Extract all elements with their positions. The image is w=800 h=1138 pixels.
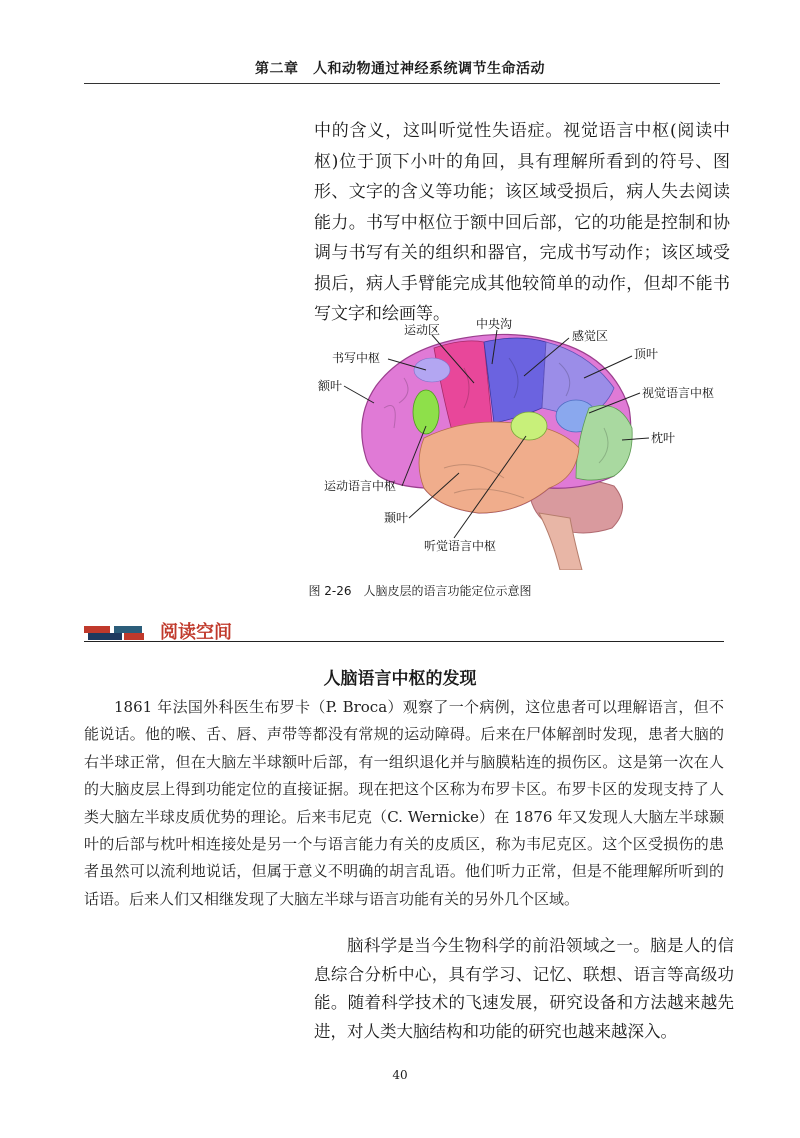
label-central-sulcus: 中央沟 [476, 317, 513, 331]
label-motor-language-center: 运动语言中枢 [324, 479, 397, 493]
brain-figure [314, 308, 734, 570]
reading-paragraph: 1861 年法国外科医生布罗卡（P. Broca）观察了一个病例，这位患者可以理解语言，但不能说话。他的喉、舌、唇、声带等都没有常规的运动障碍。后来在尸体解剖时发现，患者大脑的右半球正常，但在大脑左半球额叶后部，有一组织退化并与脑膜粘连的损伤区。这是第一次在人的大脑皮层上得到功能定位的直接证据。现在把这个区称为布罗卡区。布罗卡区的发现支持了人类大脑左半球皮质优势的理论。后来韦尼克（C. Wernicke）在 1876 年又发现人大脑左半球颞叶的后部与枕叶相连接处是另一个与语言能力有关的皮质区，称为韦尼克区。这个区受损伤的患者虽然可以流利地说话，但属于意义不明确的胡言乱语。他们听力正常，但是不能理解所听到的话语。后来人们又相继发现了大脑左半球与语言功能有关的另外几个区域。 [84, 698, 724, 908]
page-number: 40 [392, 1068, 408, 1082]
auditory-language-center [511, 412, 547, 440]
label-temporal-lobe: 颞叶 [384, 511, 409, 525]
reading-space-title: 阅读空间 [160, 622, 232, 643]
writing-center [414, 358, 450, 382]
label-frontal-lobe: 额叶 [318, 379, 343, 393]
chapter-header: 第二章 人和动物通过神经系统调节生命活动 [255, 61, 545, 77]
label-parietal-lobe: 顶叶 [634, 347, 659, 361]
books-icon [84, 622, 146, 642]
label-motor-area: 运动区 [404, 323, 441, 337]
label-sensory-area: 感觉区 [572, 329, 609, 343]
label-auditory-language-center: 听觉语言中枢 [424, 539, 497, 553]
top-paragraph: 中的含义，这叫听觉性失语症。视觉语言中枢(阅读中枢)位于顶下小叶的角回，具有理解所看到的符号、图形、文字的含义等功能；该区域受损后，病人失去阅读能力。书写中枢位于额中回后部，它的功能是控制和协调与书写有关的组织和器官，完成书写动作；该区域受损后，病人手臂能完成其他较简单的动作，但却不能书写文字和绘画等。 [314, 121, 730, 324]
motor-language-center [413, 390, 439, 434]
figure-caption: 图 2-26 人脑皮层的语言功能定位示意图 [308, 584, 532, 598]
label-visual-language-center: 视觉语言中枢 [642, 386, 715, 400]
sensory-area [484, 338, 546, 423]
bottom-paragraph: 脑科学是当今生物科学的前沿领域之一。脑是人的信息综合分析中心，具有学习、记忆、联想、语言等高级功能。随着科学技术的飞速发展，研究设备和方法越来越先进，对人类大脑结构和功能的研究也越来越深入。 [314, 936, 734, 1041]
article-title: 人脑语言中枢的发现 [323, 669, 477, 689]
header-rule [84, 83, 720, 84]
label-occipital-lobe: 枕叶 [651, 431, 676, 445]
label-writing-center: 书写中枢 [332, 351, 381, 365]
